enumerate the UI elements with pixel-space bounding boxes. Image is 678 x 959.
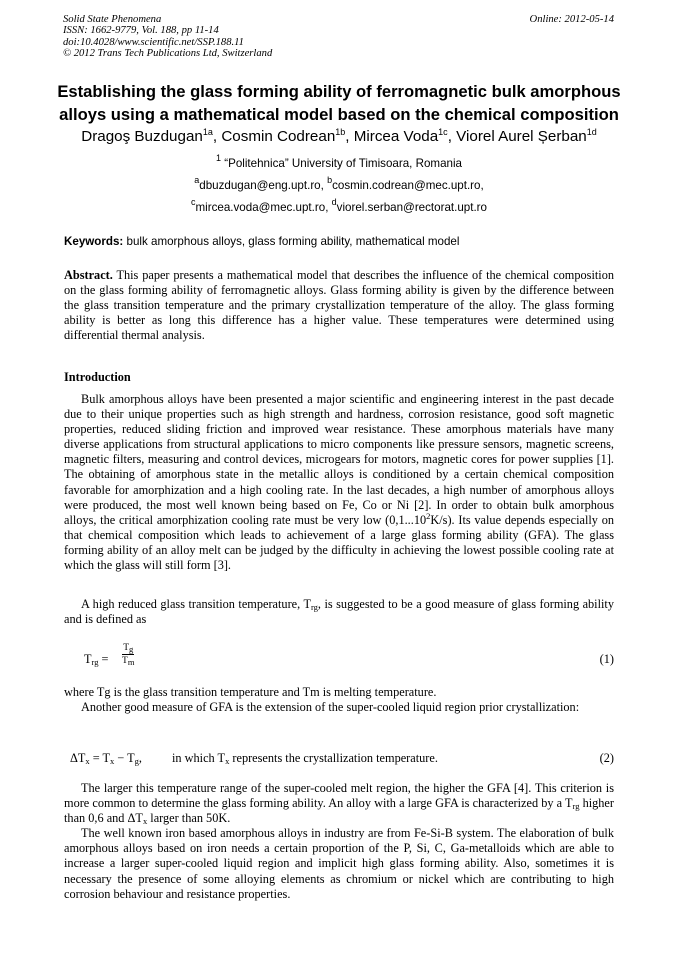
email-mark: a [194, 175, 200, 185]
author-name: Viorel Aurel Șerban [456, 128, 587, 145]
abstract-label: Abstract. [64, 268, 113, 282]
author-name: Cosmin Codrean [221, 128, 336, 145]
abstract [64, 268, 614, 343]
email-address: mircea.voda@mec.upt.ro [195, 201, 326, 214]
email-mark: c [191, 197, 196, 207]
superscript: 2 [426, 510, 431, 521]
author-name: Dragoş Buzdugan [81, 128, 203, 145]
fraction-denominator: $T_m$ [122, 656, 135, 667]
email-line-2: $^c$mircea.voda@mec.upt.ro, $^d$viorel.serban@rectorat.upt.ro [191, 197, 487, 214]
equation-number: (2) [599, 751, 614, 765]
equation-fraction [122, 642, 134, 667]
paragraph-text: A high reduced glass transition temperature, T [81, 597, 311, 611]
issn-line: ISSN: 1662-9779, Vol. 188, pp 11-14 [63, 25, 219, 37]
equation-expression: $\Delta T_x = T_x - T_g$, [70, 751, 142, 766]
equation-text: in which $T_x$ represents the crystallization temperature. [172, 751, 438, 766]
email-address: viorel.serban@rectorat.upt.ro [336, 201, 487, 214]
fraction-numerator: $T_g$ [123, 643, 134, 654]
final-paragraphs [64, 781, 614, 902]
equation-1-explanation [64, 685, 614, 715]
author-mark: 1b [335, 127, 346, 137]
paragraph-text: where Tg is the glass transition temperature and Tm is melting temperature. [64, 685, 437, 699]
affiliation-mark: 1 [215, 153, 221, 163]
keywords [64, 235, 459, 248]
author-mark: 1a [202, 127, 213, 137]
keywords-label: Keywords: [64, 235, 124, 248]
paper-title [40, 80, 638, 126]
paragraph-text: K/s). Its value depends especially on that chemical composition which leads to achievement of a large glass forming ability (GFA). The glass forming ability of an alloy melt can be judged by the difficulty in achieving the lowest possible cooling rate at which the glass will still form [3]. [64, 512, 614, 573]
affiliation [40, 153, 638, 171]
email-address: cosmin.codrean@mec.upt.ro [332, 179, 481, 192]
intro-paragraph-2 [64, 597, 614, 627]
email-mark: d [331, 197, 337, 207]
doi-line: doi:10.4028/www.scientific.net/SSP.188.11 [63, 36, 244, 48]
journal-header [63, 14, 272, 60]
paragraph-text: Bulk amorphous alloys have been presented a major scientific and engineering interest in the past decade due to their unique properties such as high strength and hardness, corrosion resistance, good soft magnetic properties, reduced sliding friction and improved wear resistance. These amorphous materials have many diverse applications from structural applications to micro components like pressure sensors, magnetic screens, magnetic filters, measuring and control devices, microgears for motors, magnetic cores for power supplies [1]. The obtaining of amorphous state in the metallic alloys is conditioned by a certain chemical composition favorable for amorphization and a high cooling rate. In the last decades, a high number of amorphous alloys were produced, the most well known being based on Fe, Co or Ni [2]. In order to obtain bulk amorphous alloys, the critical amorphization cooling rate must be very low (0,1...10 [64, 392, 614, 527]
journal-name: Solid State Phenomena [63, 14, 162, 25]
affiliation-text: “Politehnica” University of Timisoara, Romania [224, 157, 462, 170]
paragraph: The well known iron based amorphous alloys in industry are from Fe-Si-B system. The elaboration of bulk amorphous alloys based on iron needs a certain proportion of the P, Si, C, Ga-metalloids which are able to increase a larger super-cooled liquid region and implicit high glass forming ability. Also, sometimes it is necessary the presence of some alloying elements as chromium or nickel which are contributing to high corrosion behaviour and resistance properties. [64, 826, 614, 901]
equation-lhs: $T_{rg}$ = [84, 652, 109, 667]
intro-paragraph-1 [64, 392, 614, 573]
title-line-1: Establishing the glass forming ability of ferromagnetic bulk amorphous [57, 82, 621, 101]
paragraph: The larger this temperature range of the super-cooled melt region, the higher the GFA [4]. This criterion is more common to determine the glass forming ability. An alloy with a large GFA is characterized by a $T_{rg}$ higher than 0,6 and $\Delta T_x$ larger than 50K. [64, 781, 614, 827]
equation-number: (1) [599, 652, 614, 666]
gfa-paragraph: Another good measure of GFA is the extension of the super-cooled liquid region prior crystallization: [81, 700, 580, 715]
subscript: rg [310, 602, 318, 612]
abstract-text: This paper presents a mathematical model that describes the influence of the chemical composition on the glass forming ability of ferromagnetic alloys. Glass forming ability is given by the difference between the glass transition temperature and the primary crystallization temperature of the alloy. The glass forming ability is better as long this difference has a higher value. These temperatures were determined using differential thermal analysis. [64, 268, 614, 343]
keywords-text: bulk amorphous alloys, glass forming ability, mathematical model [126, 235, 460, 248]
email-mark: b [327, 175, 333, 185]
author-list: Dragoş Buzdugan$^{1a}$, Cosmin Codrean$^{1b}$, Mircea Voda$^{1c}$, Viorel Aurel Șerban$^{1d}$ [81, 127, 597, 145]
copyright-line: © 2012 Trans Tech Publications Ltd, Switzerland [63, 48, 273, 60]
section-heading: Introduction [64, 370, 131, 384]
author-name: Mircea Voda [353, 128, 439, 145]
email-line-1: $^a$dbuzdugan@eng.upt.ro, $^b$cosmin.codrean@mec.upt.ro, [194, 175, 484, 192]
email-address: dbuzdugan@eng.upt.ro [199, 179, 321, 192]
equation-1 [64, 642, 614, 676]
author-mark: 1c [438, 127, 448, 137]
title-line-2: alloys using a mathematical model based on the chemical composition [59, 105, 619, 124]
author-mark: 1d [586, 127, 597, 137]
paragraph-text: , is suggested to be a good measure of glass forming ability and is defined as [64, 597, 614, 627]
online-date: Online: 2012-05-14 [529, 14, 614, 25]
